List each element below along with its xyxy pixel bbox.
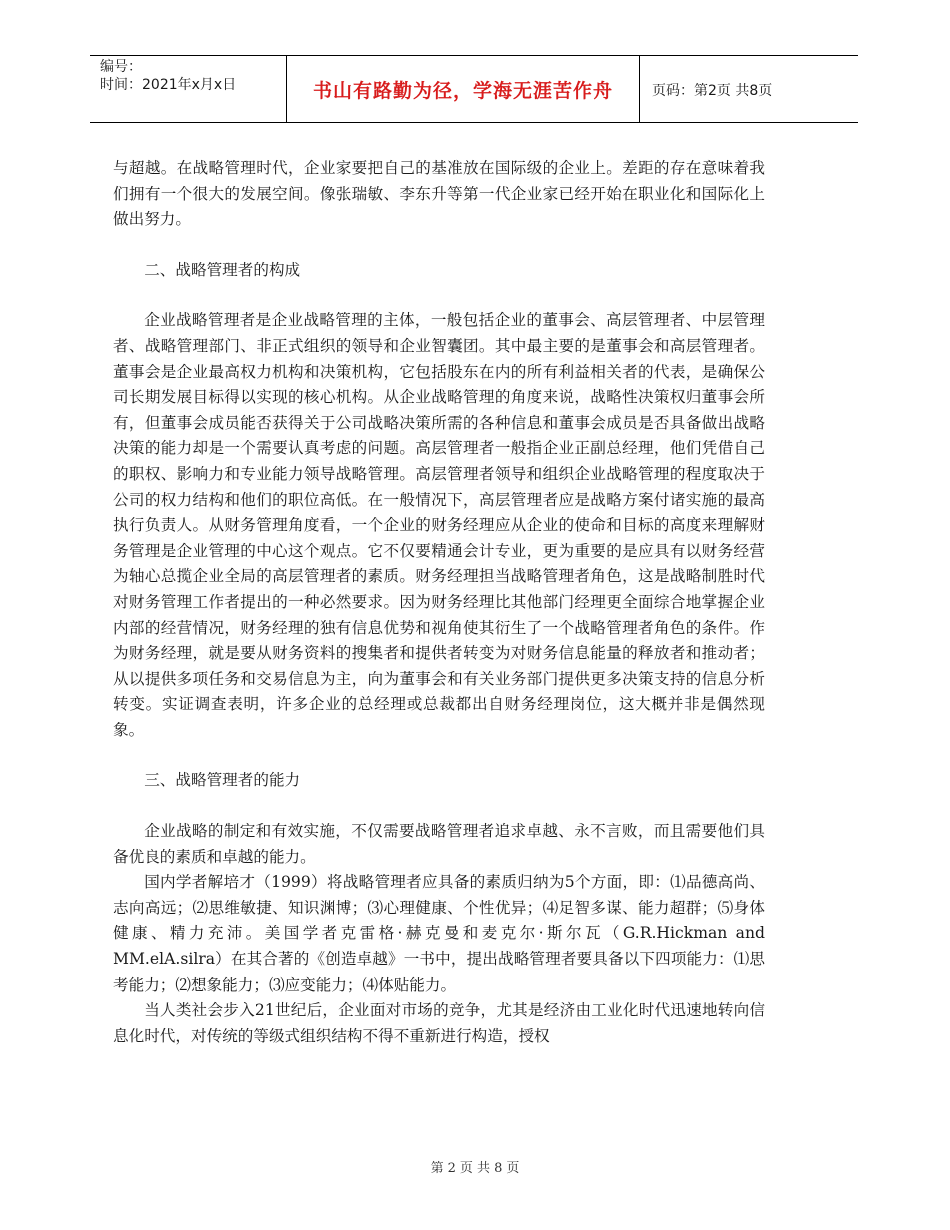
header-motto-cell bbox=[286, 56, 640, 122]
header-meta bbox=[90, 56, 286, 122]
section-heading-composition: 二、战略管理者的构成 bbox=[144, 260, 301, 279]
paragraph-composition: 企业战略管理者是企业战略管理的主体，一般包括企业的董事会、高层管理者、中层管理者、战略管理部门、非正式组织的领导和企业智囊团。其中最主要的是董事会和高层管理者。董事会是企业最高权力机构和决策机构，它包括股东在内的所有利益相关者的代表，是确保公司长期发展目标得以实现的核心机构。从企业战略管理的角度来说，战略性决策权归董事会所有，但董事会成员能否获得关于公司战略决策所需的各种信息和董事会成员是否具备做出战略决策的能力却是一个需要认真考虑的问题。高层管理者一般指企业正副总经理，他们凭借自己的职权、影响力和专业能力领导战略管理。高层管理者领导和组织企业战略管理的程度取决于公司的权力结构和他们的职位高低。在一般情况下，高层管理者应是战略方案付诸实施的最高执行负责人。从财务管理角度看，一个企业的财务经理应从企业的使命和目标的高度来理解财务管理是企业管理的中心这个观点。它不仅要精通会计专业，更为重要的是应具有以财务经营为轴心总揽企业全局的高层管理者的素质。财务经理担当战略管理者角色，这是战略制胜时代对财务管理工作者提出的一种必然要求。因为财务经理比其他部门经理更全面综合地掌握企业内部的经营情况，财务经理的独有信息优势和视角使其衍生了一个战略管理者角色的条件。作为财务经理，就是要从财务资料的搜集者和提供者转变为对财务信息能量的释放者和推动者；从以提供多项任务和交易信息为主，向为董事会和有关业务部门提供更多决策支持的信息分析转变。实证调查表明，许多企业的总经理或总裁都出自财务经理岗位，这大概并非是偶然现象。 bbox=[113, 311, 765, 739]
header-motto: 书山有路勤为径，学海无涯苦作舟 bbox=[312, 80, 613, 102]
header-page-info: 页码：第2页 共8页 bbox=[652, 83, 773, 99]
footer-total-pages: 8 bbox=[494, 1161, 503, 1176]
footer-page-number: 2 bbox=[447, 1161, 456, 1176]
footer-middle: 页 共 bbox=[459, 1161, 491, 1176]
paragraph-continued: 与超越。在战略管理时代，企业家要把自己的基准放在国际级的企业上。差距的存在意味着我们拥有一个很大的发展空间。像张瑞敏、李东升等第一代企业家已经开始在职业化和国际化上做出努力。 bbox=[113, 159, 765, 229]
paragraph-abilities-intro: 企业战略的制定和有效实施，不仅需要战略管理者追求卓越、永不言败，而且需要他们具备优良的素质和卓越的能力。 bbox=[113, 822, 765, 866]
footer-prefix: 第 bbox=[430, 1161, 444, 1176]
document-body bbox=[113, 156, 765, 1049]
doc-time: 时间：2021年x月x日 bbox=[100, 77, 237, 93]
page-footer bbox=[0, 1157, 950, 1176]
paragraph-21st-century: 当人类社会步入21世纪后，企业面对市场的竞争，尤其是经济由工业化时代迅速地转向信息化时代，对传统的等级式组织结构不得不重新进行构造，授权 bbox=[113, 1001, 765, 1045]
footer-suffix: 页 bbox=[506, 1161, 520, 1176]
header-page-cell bbox=[640, 56, 858, 122]
paragraph-abilities-scholars: 国内学者解培才（1999）将战略管理者应具备的素质归纳为5个方面，即：⑴品德高尚、志向高远；⑵思维敏捷、知识渊博；⑶心理健康、个性优异；⑷足智多谋、能力超群；⑸身体健康、精力充沛。美国学者克雷格·赫克曼和麦克尔·斯尔瓦（G.R.Hickman and MM.elA.silra）在其合著的《创造卓越》一书中，提出战略管理者要具备以下四项能力：⑴思考能力；⑵想象能力；⑶应变能力；⑷体贴能力。 bbox=[113, 873, 765, 994]
section-heading-abilities: 三、战略管理者的能力 bbox=[144, 771, 301, 790]
doc-number-label: 编号： bbox=[100, 59, 142, 75]
page-header bbox=[90, 55, 858, 123]
